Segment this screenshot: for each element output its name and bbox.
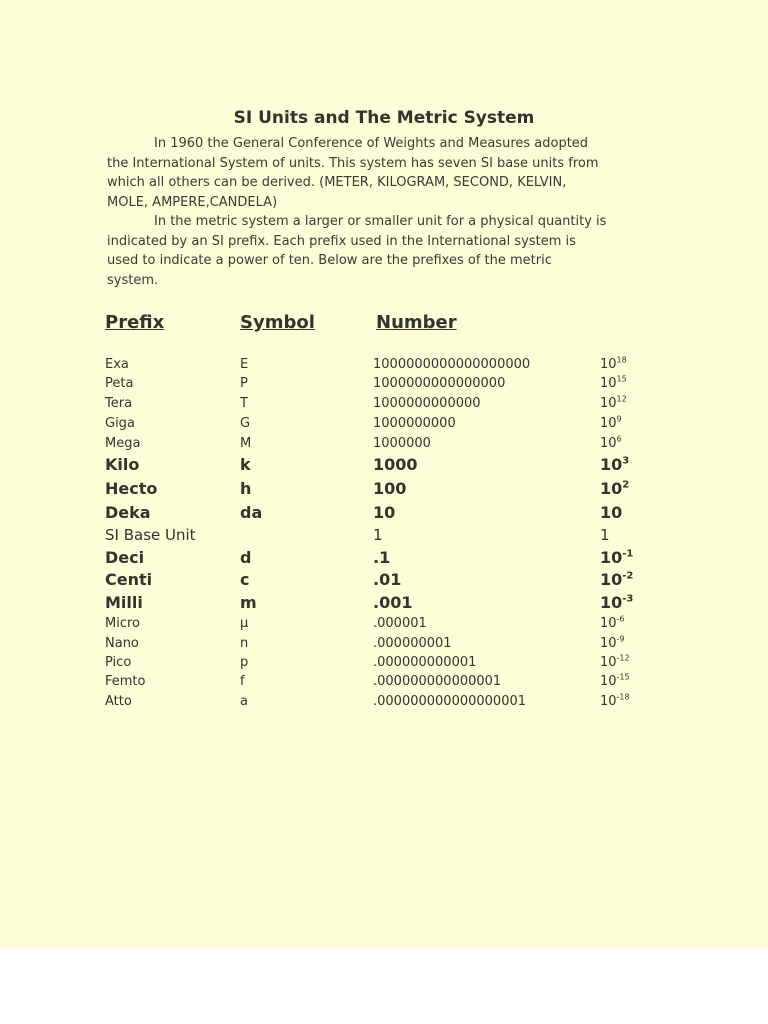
- prefix-cell: Milli: [105, 593, 143, 612]
- table-row: [0, 616, 768, 636]
- number-cell: .000000000000000001: [373, 694, 527, 709]
- power-cell: [600, 526, 610, 544]
- paragraph-line: used to indicate a power of ten. Below are the prefixes of the metric: [107, 253, 552, 268]
- power-base: 10: [600, 503, 623, 522]
- prefix-cell: Mega: [105, 436, 141, 451]
- power-exponent: 6: [616, 434, 622, 444]
- prefix-cell: Deka: [105, 503, 151, 522]
- prefix-paragraph: [107, 212, 637, 290]
- power-exponent: 3: [622, 455, 630, 467]
- number-cell: .001: [373, 593, 413, 612]
- prefix-cell: Peta: [105, 376, 134, 391]
- power-base: 10: [600, 616, 617, 631]
- power-exponent: -18: [616, 692, 630, 702]
- power-exponent: -6: [616, 614, 625, 624]
- table-row: [0, 548, 768, 568]
- symbol-cell: P: [240, 376, 248, 391]
- power-exponent: -2: [622, 570, 634, 582]
- table-row: [0, 674, 768, 694]
- power-exponent: 18: [616, 355, 627, 365]
- power-cell: [600, 694, 630, 709]
- power-exponent: -15: [616, 672, 630, 682]
- power-cell: [600, 616, 625, 631]
- power-cell: [600, 357, 627, 372]
- number-cell: 1000000: [373, 436, 431, 451]
- power-base: 1: [600, 526, 610, 544]
- number-cell: 1000: [373, 455, 418, 474]
- document-title: SI Units and The Metric System: [233, 108, 535, 128]
- power-cell: [600, 416, 622, 431]
- symbol-cell: p: [240, 655, 249, 670]
- symbol-cell: M: [240, 436, 252, 451]
- number-cell: .01: [373, 570, 402, 589]
- power-exponent: -9: [616, 634, 625, 644]
- power-cell: [600, 593, 633, 612]
- number-cell: 1000000000000000000: [373, 357, 531, 372]
- power-cell: [600, 636, 625, 651]
- power-exponent: 9: [616, 414, 622, 424]
- power-exponent: 2: [622, 479, 630, 491]
- power-base: 10: [600, 416, 617, 431]
- table-row: [0, 593, 768, 613]
- prefix-cell: Centi: [105, 570, 153, 589]
- table-row: [0, 526, 768, 546]
- symbol-column-header: Symbol: [240, 312, 315, 333]
- symbol-cell: T: [240, 396, 248, 411]
- number-cell: 1000000000000000: [373, 376, 506, 391]
- table-row: [0, 694, 768, 714]
- prefix-column-header: Prefix: [105, 312, 165, 333]
- number-cell: 10: [373, 503, 396, 522]
- number-cell: .000000001: [373, 636, 452, 651]
- table-row: [0, 570, 768, 590]
- power-base: 10: [600, 548, 623, 567]
- table-row: [0, 503, 768, 523]
- paragraph-line: In the metric system a larger or smaller unit for a physical quantity is: [154, 214, 607, 229]
- power-base: 10: [600, 455, 623, 474]
- number-cell: 1: [373, 526, 383, 544]
- power-cell: [600, 479, 629, 498]
- symbol-cell: a: [240, 694, 248, 709]
- prefix-cell: Exa: [105, 357, 129, 372]
- table-row: [0, 436, 768, 456]
- symbol-cell: c: [240, 570, 250, 589]
- prefix-cell: Tera: [105, 396, 133, 411]
- number-cell: 100: [373, 479, 407, 498]
- power-base: 10: [600, 396, 617, 411]
- number-cell: .000000000000001: [373, 674, 502, 689]
- table-row: [0, 376, 768, 396]
- power-base: 10: [600, 357, 617, 372]
- symbol-cell: G: [240, 416, 251, 431]
- power-exponent: -12: [616, 653, 630, 663]
- paragraph-line: system.: [107, 272, 159, 288]
- prefix-cell: Femto: [105, 674, 146, 689]
- symbol-cell: μ: [240, 616, 249, 631]
- power-cell: [600, 376, 627, 391]
- prefix-cell: Atto: [105, 694, 132, 709]
- power-cell: [600, 436, 622, 451]
- table-row: [0, 455, 768, 475]
- number-cell: 1000000000: [373, 416, 456, 431]
- number-column-header: Number: [376, 312, 457, 333]
- symbol-cell: h: [240, 479, 252, 498]
- symbol-cell: k: [240, 455, 251, 474]
- prefix-cell: Pico: [105, 655, 132, 670]
- paragraph-line: indicated by an SI prefix. Each prefix used in the International system is: [107, 233, 576, 249]
- paragraph-line: which all others can be derived. (METER, KILOGRAM, SECOND, KELVIN,: [107, 175, 567, 190]
- prefix-cell: SI Base Unit: [105, 526, 196, 544]
- number-cell: .1: [373, 548, 391, 567]
- power-exponent: 12: [616, 394, 627, 404]
- table-row: [0, 479, 768, 499]
- paragraph-line: In 1960 the General Conference of Weights and Measures adopted: [154, 136, 589, 151]
- table-row: [0, 416, 768, 436]
- symbol-cell: d: [240, 548, 252, 567]
- power-base: 10: [600, 479, 623, 498]
- power-exponent: -1: [622, 548, 634, 560]
- power-base: 10: [600, 655, 617, 670]
- power-cell: [600, 570, 633, 589]
- prefix-cell: Micro: [105, 616, 140, 631]
- power-base: 10: [600, 694, 617, 709]
- power-base: 10: [600, 376, 617, 391]
- power-base: 10: [600, 593, 623, 612]
- paragraph-line: the International System of units. This system has seven SI base units from: [107, 155, 599, 171]
- table-row: [0, 636, 768, 656]
- power-exponent: -3: [622, 593, 634, 605]
- symbol-cell: m: [240, 593, 257, 612]
- power-cell: [600, 503, 622, 522]
- intro-paragraph: [107, 134, 637, 212]
- power-cell: [600, 455, 629, 474]
- prefix-cell: Deci: [105, 548, 145, 567]
- prefix-cell: Kilo: [105, 455, 140, 474]
- paragraph-line: MOLE, AMPERE,CANDELA): [107, 194, 278, 210]
- number-cell: .000001: [373, 616, 427, 631]
- number-cell: 1000000000000: [373, 396, 481, 411]
- power-base: 10: [600, 636, 617, 651]
- power-base: 10: [600, 436, 617, 451]
- number-cell: .000000000001: [373, 655, 477, 670]
- prefix-cell: Hecto: [105, 479, 158, 498]
- prefix-cell: Nano: [105, 636, 139, 651]
- power-cell: [600, 396, 627, 411]
- power-exponent: 15: [616, 374, 627, 384]
- symbol-cell: da: [240, 503, 263, 522]
- power-base: 10: [600, 570, 623, 589]
- symbol-cell: n: [240, 636, 249, 651]
- power-cell: [600, 674, 630, 689]
- symbol-cell: E: [240, 357, 249, 372]
- power-cell: [600, 548, 633, 567]
- power-base: 10: [600, 674, 617, 689]
- prefix-cell: Giga: [105, 416, 135, 431]
- symbol-cell: f: [240, 674, 245, 689]
- table-row: [0, 655, 768, 675]
- table-row: [0, 396, 768, 416]
- power-cell: [600, 655, 630, 670]
- table-row: [0, 357, 768, 377]
